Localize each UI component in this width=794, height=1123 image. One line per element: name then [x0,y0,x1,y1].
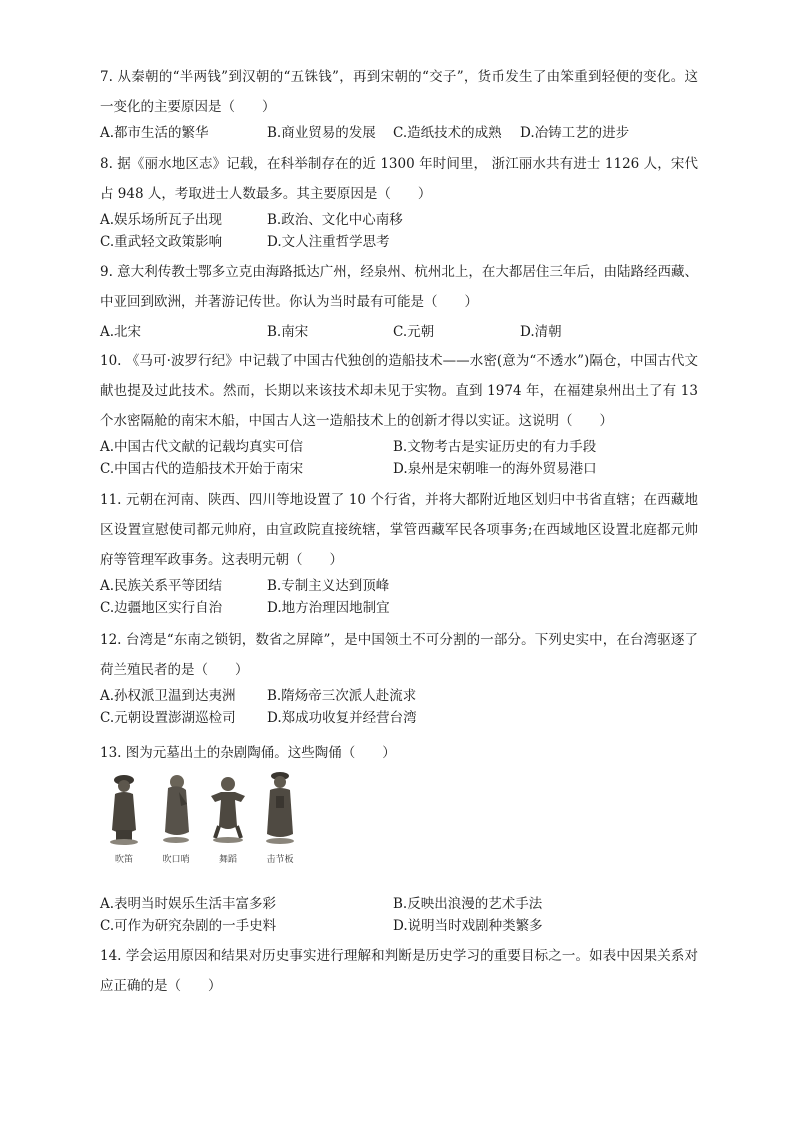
question-13-options [100,893,698,937]
option-b[interactable]: B.反映出浪漫的艺术手法 [393,896,543,912]
figurine-whistle [152,770,200,865]
option-b[interactable]: B.政治、文化中心南移 [267,212,403,228]
question-stem: 7. 从秦朝的“半两钱”到汉朝的“五铢钱”，再到宋朝的“交子”，货币发生了由笨重到轻便的变化。这一变化的主要原因是（ ） [100,69,698,115]
option-b[interactable]: B.南宋 [267,324,309,340]
option-c[interactable]: C.可作为研究杂剧的一手史料 [100,918,277,934]
figurine-flute [100,770,148,865]
question-stem: 8. 据《丽水地区志》记载，在科举制存在的近 1300 年时间里， 浙江丽水共有进士 1126 人，宋代占 948 人，考取进士人数最多。其主要原因是（ ） [100,156,698,202]
question-10 [100,346,698,480]
option-b[interactable]: B.文物考古是实证历史的有力手段 [393,439,597,455]
option-d[interactable]: D.说明当时戏剧种类繁多 [393,918,543,934]
option-d[interactable]: D.泉州是宋朝唯一的海外贸易港口 [393,461,597,477]
question-11 [100,485,698,619]
figurine-icon [103,770,145,846]
question-stem: 12. 台湾是“东南之锁钥，数省之屏障”，是中国领土不可分割的一部分。下列史实中，在台湾驱逐了荷兰殖民者的是（ ） [100,632,698,678]
figurine-icon [207,770,249,846]
question-stem: 10. 《马可·波罗行纪》中记载了中国古代独创的造船技术——水密(意为“不透水”)隔仓，中国古代文献也提及过此技术。然而，长期以来该技术却未见于实物。直到 1974 年，在福建泉州出土了有 13 个水密隔舱的南宋木船，中国古人这一造船技术上的创新才得以实证。这说明（ ） [100,353,698,429]
question-8 [100,149,698,253]
option-b[interactable]: B.专制主义达到顶峰 [267,578,390,594]
question-7 [100,62,698,144]
option-d[interactable]: D.冶铸工艺的进步 [520,125,630,141]
option-d[interactable]: D.清朝 [520,324,562,340]
options-row [100,321,698,343]
figurine-icon [155,770,197,846]
option-a[interactable]: A.表明当时娱乐生活丰富多彩 [100,896,277,912]
options-row [100,915,698,937]
figurine-dance [204,770,252,865]
option-a[interactable]: A.都市生活的繁华 [100,125,209,141]
figurine-clapper [256,770,304,865]
options-row [100,893,698,915]
option-d[interactable]: D.郑成功收复并经营台湾 [267,710,417,726]
option-a[interactable]: A.孙权派卫温到达夷洲 [100,688,236,704]
question-stem: 11. 元朝在河南、陕西、四川等地设置了 10 个行省，并将大都附近地区划归中书省直辖；在西藏地区设置宣慰使司都元帅府，由宣政院直接统辖，掌管西藏军民各项事务;在西域地区设置北庭都元帅府等管理军政事务。这表明元朝（ ） [100,492,698,568]
options-row [100,458,698,480]
figure-caption: 舞蹈 [218,855,237,865]
question-13 [100,738,698,768]
figurine-icon [259,770,301,846]
question-stem: 13. 图为元墓出土的杂剧陶俑。这些陶俑（ ） [100,745,396,761]
question-9 [100,257,698,343]
option-d[interactable]: D.地方治理因地制宜 [267,600,390,616]
options-row [100,209,698,231]
option-c[interactable]: C.边疆地区实行自治 [100,600,223,616]
options-row [100,707,698,729]
option-c[interactable]: C.中国古代的造船技术开始于南宋 [100,461,304,477]
option-c[interactable]: C.造纸技术的成熟 [393,125,502,141]
options-row [100,436,698,458]
options-row [100,685,698,707]
option-c[interactable]: C.重武轻文政策影响 [100,234,223,250]
option-a[interactable]: A.北宋 [100,324,142,340]
figurines-image [100,770,310,885]
question-stem: 9. 意大利传教士鄂多立克由海路抵达广州，经泉州、杭州北上，在大都居住三年后，由陆路经西藏、中亚回到欧洲，并著游记传世。你认为当时最有可能是（ ） [100,264,698,310]
question-stem: 14. 学会运用原因和结果对历史事实进行理解和判断是历史学习的重要目标之一。如表中因果关系对应正确的是（ ） [100,948,698,994]
option-a[interactable]: A.民族关系平等团结 [100,578,223,594]
figure-caption: 击节板 [266,855,294,865]
option-b[interactable]: B.隋炀帝三次派人赴流求 [267,688,417,704]
option-c[interactable]: C.元朝 [393,324,435,340]
figure-caption: 吹笛 [114,855,133,865]
options-row [100,597,698,619]
option-a[interactable]: A.中国古代文献的记载均真实可信 [100,439,304,455]
options-row [100,231,698,253]
option-c[interactable]: C.元朝设置澎湖巡检司 [100,710,236,726]
figure-caption: 吹口哨 [162,855,190,865]
question-14 [100,941,698,1001]
options-row [100,575,698,597]
option-b[interactable]: B.商业贸易的发展 [267,125,376,141]
option-a[interactable]: A.娱乐场所瓦子出现 [100,212,223,228]
question-12 [100,625,698,729]
options-row [100,122,698,144]
option-d[interactable]: D.文人注重哲学思考 [267,234,390,250]
